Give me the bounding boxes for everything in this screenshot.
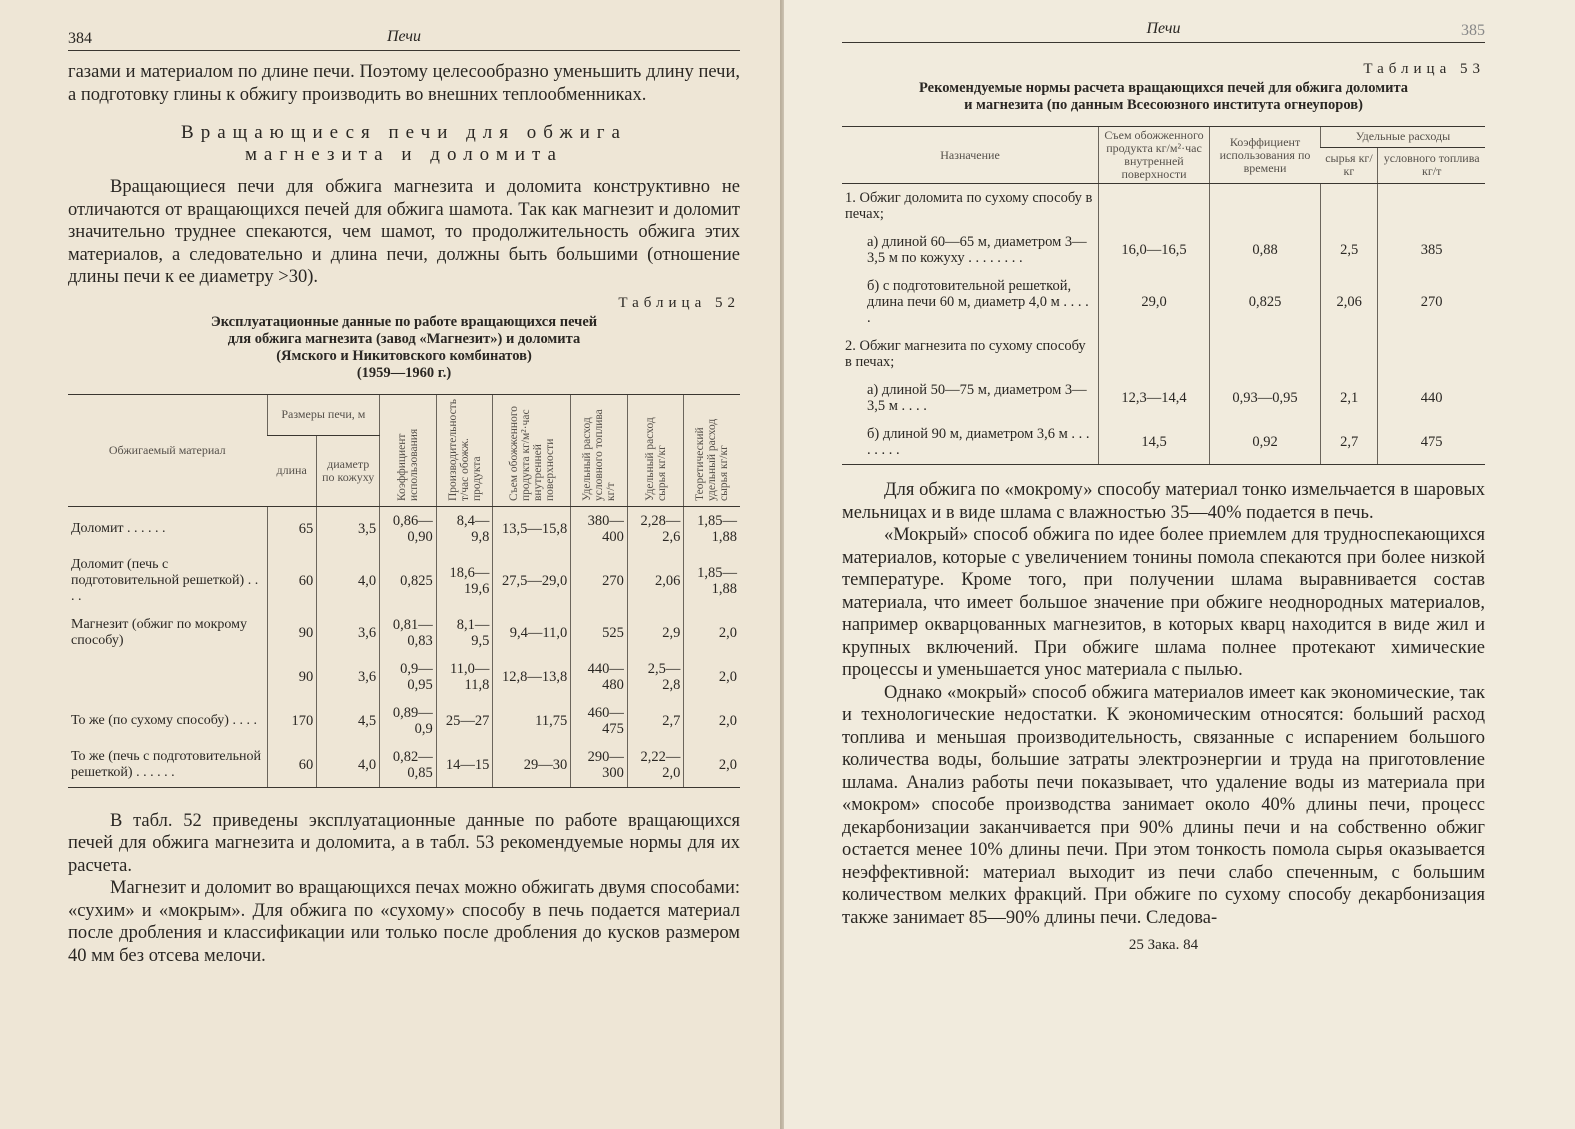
caption-line: Рекомендуемые нормы расчета вращающихся печей для обжига доломита: [918, 80, 1409, 96]
section-title-line-1: Вращающиеся печи для обжига: [181, 122, 627, 143]
wet-method-paragraph: Для обжига по «мокрому» способу материал тонко измельчается в шаровых мельницах и в виде шлама с влажностью 35—40% подается в печь.: [842, 480, 1485, 523]
cell-output: 16,0—16,5: [1099, 228, 1210, 272]
table-row: [842, 228, 1485, 272]
wet-method-drawbacks-paragraph: Однако «мокрый» способ обжига материалов имеет как экономические, так и технологические недостатки. К экономическим относятся: больший расход топлива и меньшая производительность, связанные с испарением большого количества воды, большие затраты электроэнергии и труда на приготовление шлама. Анализ работы печи показывает, что удаление воды из материала при «мокром» способе производства занимает около 40% длины печи, процесс декарбонизации заканчивается при 90% длины печи и на собственно обжиг остается менее 10% длины печи. При этом тонкость помола сырья оказывается неэффективной: материал выходит из печи слабо спеченным, с большим количеством мелких фракций. При обжиге по сухому способу декарбонизация также занимает 85—90% длины печи. Следова-: [842, 682, 1485, 928]
cell-output: 12,3—14,4: [1099, 376, 1210, 420]
cell-coef: 0,825: [1210, 272, 1321, 332]
wet-method-advantages-paragraph: «Мокрый» способ обжига по идее более приемлем для трудноспекающихся материалов, которые с увеличением тонины помола спекаются при более низкой температуре. Кроме того, при получении шлама выравнивается состав материала, что имеет большое значение при обжиге неоднородных материалов, например окварцованных магнезитов, в которых кварц находится в виде жил и крупных включений. При обжиге шлама полнее протекают химические процессы и уменьшается унос материала с пылью.: [842, 525, 1485, 680]
cell-raw: 2,22—2,0: [627, 743, 684, 788]
cell-length: 65: [267, 506, 317, 551]
row-label: б) с подготовительной решеткой, длина печи 60 м, диаметр 4,0 м . . . . .: [867, 278, 1089, 326]
cell-coef: 0,82—0,85: [380, 743, 437, 788]
table-row: [68, 551, 740, 611]
row-label: а) длиной 60—65 м, диаметром 3—3,5 м по кожуху . . . . . . . .: [867, 234, 1087, 266]
cell-length: 170: [267, 699, 317, 743]
right-page-number: 385: [1461, 22, 1485, 39]
cell-raw: 2,7: [627, 699, 684, 743]
cell-diameter: 4,0: [317, 551, 380, 611]
cell-material: То же (по сухому способу) . . . .: [71, 712, 257, 728]
cell-fuel: 440—480: [571, 655, 628, 699]
cell-theoretical: 2,0: [684, 655, 740, 699]
cell-productivity: 14—15: [436, 743, 493, 788]
table-row: [68, 699, 740, 743]
cell-productivity: 11,0—11,8: [436, 655, 493, 699]
caption-line: Эксплуатационные данные по работе вращающихся печей: [210, 313, 598, 330]
intro-paragraph: газами и материалом по длине печи. Поэтому целесообразно уменьшить длину печи, а подготовку глины к обжигу производить во внешних теплообменниках.: [68, 62, 740, 105]
cell-raw: 2,5—2,8: [627, 655, 684, 699]
right-running-title: Печи: [1146, 20, 1181, 37]
cell-material: Магнезит (обжиг по мокрому способу): [71, 616, 248, 648]
cell-output: 29—30: [493, 743, 571, 788]
caption-line: (Ямского и Никитовского комбинатов): [276, 347, 532, 364]
table-53: [842, 126, 1485, 465]
section-title: [68, 122, 740, 166]
col-material: Обжигаемый материал: [68, 394, 267, 506]
table-52: [68, 394, 740, 788]
cell-length: 60: [267, 743, 317, 788]
cell-fuel: 290—300: [571, 743, 628, 788]
col-purpose: Назначение: [842, 127, 1099, 184]
col-specific: Удельные расходы: [1321, 127, 1486, 148]
col-fuel: условного топлива кг/т: [1378, 147, 1485, 183]
cell-fuel: 385: [1378, 228, 1485, 272]
col-theoretical: Теоретический удельный расход сырья кг/кг: [684, 394, 740, 506]
table-row: [68, 506, 740, 551]
cell-fuel: 525: [571, 611, 628, 655]
left-running-header: [68, 28, 740, 51]
cell-diameter: 3,5: [317, 506, 380, 551]
cell-productivity: 8,4—9,8: [436, 506, 493, 551]
caption-line: для обжига магнезита (завод «Магнезит») и доломита: [227, 330, 581, 347]
cell-diameter: 4,0: [317, 743, 380, 788]
cell-fuel: 475: [1378, 420, 1485, 465]
cell-length: 90: [267, 655, 317, 699]
cell-diameter: 4,5: [317, 699, 380, 743]
cell-productivity: 25—27: [436, 699, 493, 743]
section-title-line-2: магнезита и доломита: [245, 144, 563, 165]
cell-raw: 2,5: [1321, 228, 1378, 272]
cell-material: Доломит . . . . . .: [71, 520, 166, 536]
col-raw: Удельный расход сырья кг/кг: [627, 394, 684, 506]
table-row-group: [842, 332, 1485, 376]
cell-output: 11,75: [493, 699, 571, 743]
col-productivity: Производительность т/час обожж. продукта: [436, 394, 493, 506]
paragraph-methods: Магнезит и доломит во вращающихся печах можно обжигать двумя способами: «сухим» и «мокрым». Для обжига по «сухому» способу в печь подается материал после дробления и классификации или только после дробления до кусков размером 40 мм без отсева мелочи.: [68, 878, 740, 966]
col-time-coef: Коэффициент использования по времени: [1210, 127, 1321, 184]
section-paragraph-1: Вращающиеся печи для обжига магнезита и доломита конструктивно не отличаются от вращающихся печей для обжига шамота. Так как магнезит и доломит значительно труднее спекаются, чем шамот, то продолжительность обжига этих материалов, а следовательно и длина печи, должны быть большими (отношение длины печи к ее диаметру >30).: [68, 177, 740, 287]
col-output: Съем обожженного продукта кг/м²·час внутренней поверхности: [493, 394, 571, 506]
right-running-header: [842, 20, 1485, 43]
row-label: а) длиной 50—75 м, диаметром 3—3,5 м . . . .: [867, 382, 1087, 414]
cell-coef: 0,81—0,83: [380, 611, 437, 655]
table-row: [842, 376, 1485, 420]
col-output: Съем обожженного продукта кг/м²·час внутренней поверхности: [1099, 127, 1210, 184]
cell-material: Доломит (печь с подготовительной решеткой) . . . .: [71, 556, 259, 604]
cell-output: 9,4—11,0: [493, 611, 571, 655]
cell-diameter: 3,6: [317, 655, 380, 699]
cell-output: 29,0: [1099, 272, 1210, 332]
cell-theoretical: 2,0: [684, 699, 740, 743]
paragraph-table-ref: В табл. 52 приведены эксплуатационные данные по работе вращающихся печей для обжига магнезита и доломита, а в табл. 53 рекомендуемые нормы для их расчета.: [68, 810, 740, 876]
cell-output: 14,5: [1099, 420, 1210, 465]
col-length: длина: [267, 435, 317, 506]
cell-fuel: 440: [1378, 376, 1485, 420]
cell-theoretical: 2,0: [684, 743, 740, 788]
left-page: [0, 0, 780, 1129]
table-53-caption: [842, 80, 1485, 114]
cell-theoretical: 1,85—1,88: [684, 551, 740, 611]
col-coef: Коэффициент использования: [380, 394, 437, 506]
row-label: б) длиной 90 м, диаметром 3,6 м . . . . . . . .: [867, 426, 1090, 458]
cell-material: [68, 655, 267, 699]
caption-line: и магнезита (по данным Всесоюзного института огнеупоров): [964, 97, 1363, 113]
cell-fuel: 270: [1378, 272, 1485, 332]
left-running-title: Печи: [386, 28, 422, 45]
cell-productivity: 18,6—19,6: [436, 551, 493, 611]
table-52-number: Таблица 52: [618, 294, 740, 311]
cell-fuel: 460—475: [571, 699, 628, 743]
cell-theoretical: 2,0: [684, 611, 740, 655]
cell-length: 60: [267, 551, 317, 611]
table-row: [68, 611, 740, 655]
cell-raw: 2,9: [627, 611, 684, 655]
cell-productivity: 8,1—9,5: [436, 611, 493, 655]
cell-length: 90: [267, 611, 317, 655]
cell-theoretical: 1,85—1,88: [684, 506, 740, 551]
col-fuel: Удельный расход условного топлива кг/т: [571, 394, 628, 506]
cell-output: 13,5—15,8: [493, 506, 571, 551]
right-page: [784, 0, 1575, 1129]
cell-raw: 2,1: [1321, 376, 1378, 420]
cell-coef: 0,88: [1210, 228, 1321, 272]
cell-raw: 2,7: [1321, 420, 1378, 465]
cell-material: То же (печь с подготовительной решеткой) . . . . . .: [68, 743, 267, 788]
cell-fuel: 380—400: [571, 506, 628, 551]
table-row: [842, 272, 1485, 332]
cell-coef: 0,86—0,90: [380, 506, 437, 551]
cell-coef: 0,9—0,95: [380, 655, 437, 699]
cell-diameter: 3,6: [317, 611, 380, 655]
cell-coef: 0,93—0,95: [1210, 376, 1321, 420]
cell-coef: 0,825: [380, 551, 437, 611]
cell-raw: 2,06: [1321, 272, 1378, 332]
table-53-number: Таблица 53: [1363, 61, 1485, 77]
table-row: [68, 655, 740, 699]
col-raw: сырья кг/кг: [1321, 147, 1378, 183]
cell-coef: 0,89—0,9: [380, 699, 437, 743]
table-row-group: [842, 184, 1485, 229]
col-dims: Размеры печи, м: [267, 394, 380, 435]
cell-raw: 2,28—2,6: [627, 506, 684, 551]
col-diameter: диаметр по кожуху: [317, 435, 380, 506]
signature-mark: 25 Зака. 84: [1128, 937, 1199, 953]
left-page-number: 384: [68, 30, 92, 47]
table-52-caption: [68, 314, 740, 382]
group-label: 1. Обжиг доломита по сухому способу в печах;: [845, 190, 1093, 222]
cell-fuel: 270: [571, 551, 628, 611]
cell-output: 27,5—29,0: [493, 551, 571, 611]
cell-coef: 0,92: [1210, 420, 1321, 465]
group-label: 2. Обжиг магнезита по сухому способу в печах;: [845, 338, 1086, 370]
table-row: [68, 743, 740, 788]
cell-raw: 2,06: [627, 551, 684, 611]
cell-output: 12,8—13,8: [493, 655, 571, 699]
table-row: [842, 420, 1485, 465]
caption-line: (1959—1960 г.): [356, 364, 452, 381]
